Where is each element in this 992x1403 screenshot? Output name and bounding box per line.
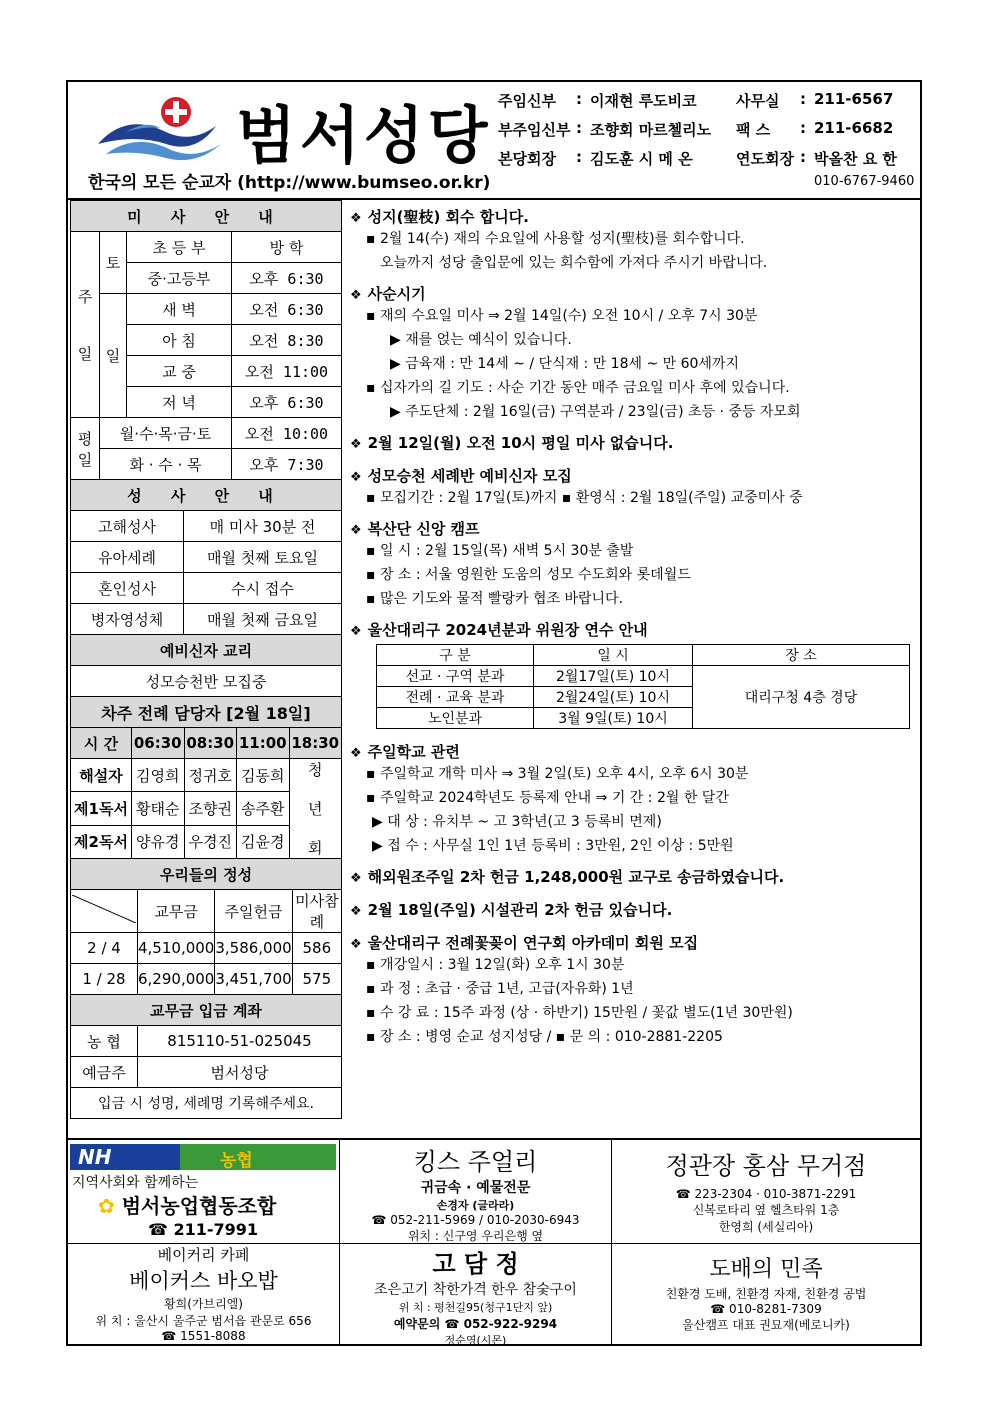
offering-value: 3,451,700 (215, 964, 292, 995)
news-title: ❖ 2월 12일(월) 오전 10시 평일 미사 없습니다. (350, 434, 674, 452)
ad-bakery (68, 1244, 340, 1346)
section-title: 성 사 안 내 (71, 480, 342, 511)
role: 주임신부 (498, 92, 556, 110)
offering-value: 4,510,000 (138, 933, 215, 964)
col-head: 일 시 (534, 645, 693, 666)
header (68, 82, 920, 200)
mass-name: 화 · 수 · 목 (100, 449, 232, 480)
kings-tel: ☎ 052-211-5969 / 010-2030-6943 (371, 1213, 580, 1227)
training-place: 대리구청 4층 경당 (693, 666, 910, 729)
news-line: ▪ 재의 수요일 미사 ⇒ 2월 14일(수) 오전 10시 / 오후 7시 30분 (366, 308, 758, 324)
bakery-name: 베이커스 바오밥 (129, 1269, 278, 1293)
mass-name: 중·고등부 (127, 263, 232, 294)
news-line: ▪ 개강일시 : 3월 12일(화) 오후 1시 30분 (366, 957, 625, 973)
col-head: 구 분 (377, 645, 534, 666)
training-group: 노인분과 (377, 708, 534, 729)
offering-value: 3,586,000 (215, 933, 292, 964)
mass-name: 월·수·목·금·토 (100, 418, 232, 449)
role: 본당회장 (498, 150, 556, 168)
liturgy-table (70, 696, 342, 859)
liturgy-role: 제1독서 (71, 792, 132, 825)
sacrament-value: 매월 첫째 토요일 (184, 542, 342, 573)
nh-slogan: 지역사회와 함께하는 (72, 1175, 199, 1191)
value: 211-6567 (814, 90, 894, 108)
offering-date: 1 / 28 (71, 964, 138, 995)
kings-owner: 손경자 (글라라) (436, 1199, 515, 1212)
dobae-name: 도배의 민족 (709, 1257, 823, 1282)
ad-ginseng (612, 1140, 920, 1244)
catechumen-text: 성모승천반 모집중 (71, 666, 342, 697)
sunday-day-label: 일 (100, 294, 127, 418)
bank-label: 농 협 (71, 1026, 138, 1057)
news-line: ▶ 금육재 : 만 14세 ~ / 단식재 : 만 18세 ~ 만 60세까지 (390, 356, 740, 372)
sacrament-value: 수시 접수 (184, 573, 342, 604)
ginseng-tel: ☎ 223-2304 · 010-3871-2291 (675, 1187, 857, 1201)
role: 팩 스 (736, 121, 771, 139)
nh-banner (70, 1144, 336, 1170)
news-line: ▪ 수 강 료 : 15주 과정 (상 · 하반기) 15만원 / 꽃값 별도(1년 30만원) (366, 1005, 793, 1021)
time-label: 시 간 (71, 728, 132, 759)
church-logo-icon (96, 92, 226, 162)
mass-name: 교 중 (127, 356, 232, 387)
bakery-tel: ☎ 1551-8088 (161, 1329, 246, 1343)
news-line: ▶ 접 수 : 사무실 1인 1년 등록비 : 3만원, 2인 이상 : 5만원 (372, 838, 734, 854)
sacrament-name: 유아세례 (71, 542, 184, 573)
value: 211-6682 (814, 119, 894, 137)
account-note: 입금 시 성명, 세례명 기록해주세요. (71, 1088, 342, 1119)
sacrament-value: 매 미사 30분 전 (184, 511, 342, 542)
news-line: ▪ 주일학교 2024학년도 등록제 안내 ⇒ 기 간 : 2월 한 달간 (366, 790, 729, 806)
godam-loc: 위 치 : 평천길95(청구1단지 앞) (398, 1301, 553, 1314)
liturgy-name: 황태순 (132, 792, 185, 825)
nh-name: ✿ 범서농업협동조합 (98, 1194, 277, 1218)
section-title: 미 사 안 내 (71, 201, 342, 232)
col-head: 장 소 (693, 645, 910, 666)
extra-phone: 010-6767-9460 (814, 174, 915, 189)
liturgy-role: 해설자 (71, 759, 132, 792)
news-line: ▪ 십자가의 길 기도 : 사순 기간 동안 매주 금요일 미사 후에 있습니다. (366, 380, 790, 396)
ad-godam (340, 1244, 612, 1346)
news-title: ❖ 2월 18일(주일) 시설관리 2차 헌금 있습니다. (350, 901, 673, 919)
holder-label: 예금주 (71, 1057, 138, 1088)
training-table (376, 644, 910, 729)
diamond-icon: ❖ (350, 871, 362, 886)
sacrament-value: 매월 첫째 금요일 (184, 604, 342, 635)
news-title: ❖ 해외원조주일 2차 헌금 1,248,000원 교구로 송금하였습니다. (350, 868, 785, 886)
news-title: ❖ 울산대리구 2024년분과 위원장 연수 안내 (350, 621, 648, 639)
name: 이재현 루도비코 (590, 92, 697, 110)
liturgy-name: 김윤경 (237, 825, 290, 858)
diamond-icon: ❖ (350, 624, 362, 639)
nh-green-bar (180, 1144, 336, 1170)
ads-section (68, 1138, 920, 1346)
role: 사무실 (736, 92, 780, 110)
news-title: ❖ 사순시기 (350, 285, 426, 303)
diamond-icon: ❖ (350, 937, 362, 952)
offering-table (70, 858, 342, 995)
training-group: 선교 · 구역 분과 (377, 666, 534, 687)
news-line: ▪ 장 소 : 병영 순교 성지성당 / ▪ 문 의 : 010-2881-2205 (366, 1029, 723, 1045)
church-title: 범서성당 (236, 99, 492, 172)
time: 11:00 (237, 728, 290, 759)
offering-value: 575 (292, 964, 341, 995)
role: 부주임신부 (498, 121, 571, 139)
section-title: 예비신자 교리 (71, 635, 342, 666)
kings-sub: 귀금속 · 예물전문 (420, 1180, 531, 1196)
news-line: ▪ 과 정 : 초급 · 중급 1년, 고급(자유화) 1년 (366, 981, 634, 997)
training-date: 2월17일(토) 10시 (534, 666, 693, 687)
mass-time: 오전 11:00 (232, 356, 342, 387)
news-line: ▪ 주일학교 개학 미사 ⇒ 3월 2일(토) 오후 4시, 오후 6시 30분 (366, 766, 749, 782)
time: 06:30 (132, 728, 185, 759)
kings-name: 킹스 주얼리 (413, 1148, 538, 1176)
nh-logo2: 농협 (220, 1151, 253, 1171)
diamond-icon: ❖ (350, 904, 362, 919)
news-line: ▪ 2월 14(수) 재의 수요일에 사용할 성지(聖枝)를 회수합니다. (366, 231, 745, 247)
offering-value: 6,290,000 (138, 964, 215, 995)
sacrament-name: 병자영성체 (71, 604, 184, 635)
liturgy-name: 송주환 (237, 792, 290, 825)
dobae-owner: 울산캠프 대표 권묘재(베로니카) (682, 1318, 850, 1332)
news-line: ▪ 장 소 : 서울 영원한 도움의 성모 수도회와 롯데월드 (366, 567, 691, 583)
mass-time: 오전 6:30 (232, 294, 342, 325)
diamond-icon: ❖ (350, 746, 362, 761)
liturgy-name: 조향권 (184, 792, 237, 825)
mass-time: 오후 6:30 (232, 387, 342, 418)
godam-sub: 조은고기 착한가격 한우 참숯구이 (374, 1282, 577, 1298)
youth-label: 청 년 회 (289, 759, 342, 859)
mass-name: 저 녁 (127, 387, 232, 418)
news-line: 오늘까지 성당 출입문에 있는 회수함에 가져다 주시기 바랍니다. (380, 255, 768, 271)
liturgy-name: 김동희 (237, 759, 290, 792)
sacrament-name: 고해성사 (71, 511, 184, 542)
news-column (350, 206, 916, 1049)
col-head: 주일헌금 (215, 890, 292, 933)
mass-name: 아 침 (127, 325, 232, 356)
staff-row: 부주임신부 : 조향회 마르첼리노 팩 스 : 211-6682 (498, 119, 894, 139)
dobae-sub: 친환경 도배, 친환경 자재, 친환경 공법 (665, 1287, 867, 1301)
liturgy-name: 정귀호 (184, 759, 237, 792)
liturgy-name: 우경진 (184, 825, 237, 858)
bakery-sub: 베이커리 카페 (157, 1246, 250, 1264)
sacrament-table (70, 479, 342, 697)
news-line: ▶ 대 상 : 유치부 ~ 고 3학년(고 3 등록비 면제) (372, 814, 662, 830)
godam-owner: 정순영(시몬) (444, 1334, 507, 1347)
ginseng-name: 정관장 홍삼 무거점 (665, 1152, 867, 1180)
news-line: ▶ 주도단체 : 2월 16일(금) 구역분과 / 23일(금) 초등 · 중등 자모회 (390, 404, 801, 420)
ad-kings (340, 1140, 612, 1244)
time: 18:30 (289, 728, 342, 759)
mass-time: 방 학 (232, 232, 342, 263)
motto: 한국의 모든 순교자 (http://www.bumseo.or.kr) (88, 173, 491, 193)
sunday-label: 주 일 (71, 232, 100, 418)
diamond-icon: ❖ (350, 437, 362, 452)
mass-table (70, 200, 342, 480)
mass-time: 오후 6:30 (232, 263, 342, 294)
mass-time: 오전 10:00 (232, 418, 342, 449)
left-column (70, 200, 342, 1119)
weekday-label: 평 일 (71, 418, 100, 480)
diamond-icon: ❖ (350, 211, 362, 226)
news-line: ▪ 모집기간 : 2월 17일(토)까지 ▪ 환영식 : 2월 18일(주일) 교중미사 중 (366, 490, 803, 506)
training-date: 2월24일(토) 10시 (534, 687, 693, 708)
liturgy-name: 김영희 (132, 759, 185, 792)
account-table (70, 994, 342, 1119)
role: 연도회장 (736, 150, 794, 168)
ad-dobae (612, 1244, 920, 1346)
section-title: 차주 전례 담당자 [2월 18일] (71, 697, 342, 728)
godam-tel: 예약문의 ☎ 052-922-9294 (393, 1317, 558, 1331)
staff-row: 주임신부 : 이재현 루도비코 사무실 : 211-6567 (498, 90, 894, 110)
name: 조향회 마르첼리노 (590, 121, 712, 139)
offering-date: 2 / 4 (71, 933, 138, 964)
section-title: 교무금 입금 계좌 (71, 995, 342, 1026)
col-head: 미사참례 (292, 890, 341, 933)
nh-symbol-icon: ✿ (98, 1194, 115, 1218)
diamond-icon: ❖ (350, 523, 362, 538)
news-title: ❖ 주일학교 관련 (350, 743, 460, 761)
account-holder: 범서성당 (138, 1057, 342, 1088)
mass-name: 새 벽 (127, 294, 232, 325)
diamond-icon: ❖ (350, 288, 362, 303)
diamond-icon: ❖ (350, 470, 362, 485)
nh-tel: ☎ 211-7991 (147, 1220, 259, 1239)
liturgy-name: 양유경 (132, 825, 185, 858)
news-line: ▶ 재를 얹는 예식이 있습니다. (390, 332, 572, 348)
mass-time: 오전 8:30 (232, 325, 342, 356)
saturday-label: 토 (100, 232, 127, 294)
offering-value: 586 (292, 933, 341, 964)
dobae-tel: ☎ 010-8281-7309 (710, 1302, 822, 1316)
time: 08:30 (184, 728, 237, 759)
news-title: ❖ 울산대리구 전례꽃꽂이 연구회 아카데미 회원 모집 (350, 934, 699, 952)
news-title: ❖ 복산단 신앙 캠프 (350, 520, 480, 538)
sacrament-name: 혼인성사 (71, 573, 184, 604)
bulletin-frame (66, 80, 922, 1346)
mass-time: 오후 7:30 (232, 449, 342, 480)
nh-logo: NH (78, 1145, 112, 1169)
bakery-loc: 위 치 : 울산시 울주군 범서읍 관문로 656 (95, 1314, 312, 1328)
name: 김도훈 시 메 온 (590, 150, 693, 168)
staff-row: 본당회장 : 김도훈 시 메 온 연도회장 : 박올찬 요 한 (498, 148, 897, 168)
diagonal-line-icon (72, 895, 136, 923)
liturgy-role: 제2독서 (71, 825, 132, 858)
bakery-owner: 황희(가브리엘) (164, 1297, 243, 1311)
ginseng-loc: 신복로타리 옆 헬츠타워 1층 (692, 1203, 840, 1217)
training-date: 3월 9일(토) 10시 (534, 708, 693, 729)
account-number: 815110-51-025045 (138, 1026, 342, 1057)
news-line: ▪ 많은 기도와 물적 빨랑카 협조 바랍니다. (366, 591, 624, 607)
godam-name: 고 담 정 (432, 1249, 519, 1278)
training-group: 전례 · 교육 분과 (377, 687, 534, 708)
news-title: ❖ 성지(聖枝) 회수 합니다. (350, 208, 529, 226)
mass-name: 초 등 부 (127, 232, 232, 263)
ginseng-owner: 한영희 (세실리아) (718, 1220, 814, 1234)
kings-loc: 위치 : 신구영 우리은행 옆 (407, 1229, 544, 1243)
news-title: ❖ 성모승천 세례반 예비신자 모집 (350, 467, 572, 485)
col-head: 교무금 (138, 890, 215, 933)
news-line: ▪ 일 시 : 2월 15일(목) 새벽 5시 30분 출발 (366, 543, 634, 559)
diagonal-cell (71, 890, 138, 933)
section-title: 우리들의 정성 (71, 859, 342, 890)
ad-nh (68, 1140, 340, 1244)
value: 박올찬 요 한 (814, 150, 897, 168)
